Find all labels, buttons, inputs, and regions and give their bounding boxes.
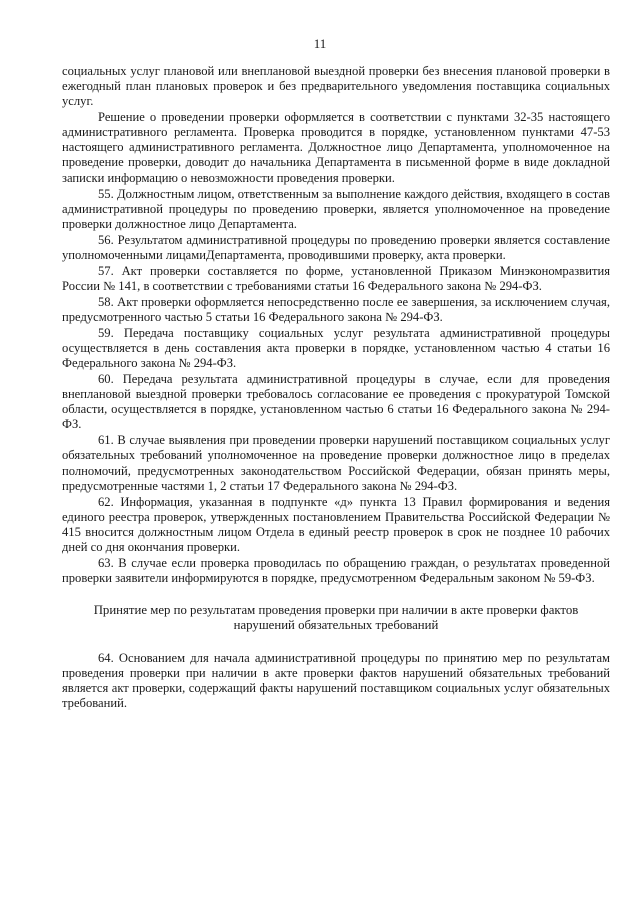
paragraph: 59. Передача поставщику социальных услуг результата административной процедуры осуществляется в день составления акта проверки в порядке, установленном частью 4 статьи 16 Федерального закона № 294-ФЗ. (62, 325, 610, 371)
paragraph: 55. Должностным лицом, ответственным за выполнение каждого действия, входящего в состав административной процедуры по проведению проверки, является уполномоченное на проведение проверки должностное лицо Департамента. (62, 186, 610, 231)
paragraph: 56. Результатом административной процедуры по проведению проверки является составление уполномоченными лицамиДепартамента, проводившими проверку, акта проверки. (62, 232, 610, 262)
paragraph-group-top (62, 64, 610, 586)
paragraph: 62. Информация, указанная в подпункте «д» пункта 13 Правил формирования и ведения единого реестра проверок, утвержденных постановлением Правительства Российской Федерации № 415 вносится должностным лицом Отдела в единый реестр проверок в срок не позднее 10 рабочих дней со дня окончания проверки. (62, 494, 610, 554)
paragraph: 61. В случае выявления при проведении проверки нарушений поставщиком социальных услуг обязательных требований уполномоченное на проведение проверки должностное лицо в пределах полномочий, предусмотренных законодательством Российской Федерации, обязан принять меры, предусмотренные частями 1, 2 статьи 17 Федерального закона № 294-ФЗ. (62, 433, 610, 493)
paragraph-group-bottom (62, 651, 610, 711)
section-heading: Принятие мер по результатам проведения проверки при наличии в акте проверки фактов нарушений обязательных требований (93, 603, 579, 633)
page-number: 11 (313, 36, 327, 51)
paragraph: 58. Акт проверки оформляется непосредственно после ее завершения, за исключением случая, предусмотренного частью 5 статьи 16 Федерального закона № 294-ФЗ. (62, 294, 610, 324)
paragraph: социальных услуг плановой или внеплановой выездной проверки без внесения плановой проверки в ежегодный план плановых проверок и без предварительного уведомления поставщика социальных услуг. (62, 64, 610, 109)
document-body (62, 64, 610, 712)
paragraph: 64. Основанием для начала административной процедуры по принятию мер по результатам проведения проверки при наличии в акте проверки фактов нарушений обязательных требований является акт проверки, содержащий факты нарушений поставщиком социальных услуг обязательных требований. (62, 650, 610, 710)
paragraph: 57. Акт проверки составляется по форме, установленной Приказом Минэкономразвития России № 141, в соответствии с требованиями статьи 16 Федерального закона № 294-ФЗ. (62, 263, 610, 293)
paragraph: Решение о проведении проверки оформляется в соответствии с пунктами 32-35 настоящего административного регламента. Проверка проводится в порядке, установленном пунктами 47-53 настоящего административного регламента. Должностное лицо Департамента, уполномоченное на проведение проверки, доводит до начальника Департамента в письменной форме в виде докладной записки информацию о невозможности проведения проверки. (62, 110, 610, 185)
paragraph: 60. Передача результата административной процедуры в случае, если для проведения внеплановой выездной проверки требовалось согласование ее проведения с прокуратурой Томской области, осуществляется в порядке, установленном частью 6 статьи 16 Федерального закона № 294-ФЗ. (62, 372, 610, 432)
paragraph: 63. В случае если проверка проводилась по обращению граждан, о результатах проведенной проверки заявители информируются в порядке, предусмотренном Федеральным законом № 59-ФЗ. (62, 555, 610, 585)
